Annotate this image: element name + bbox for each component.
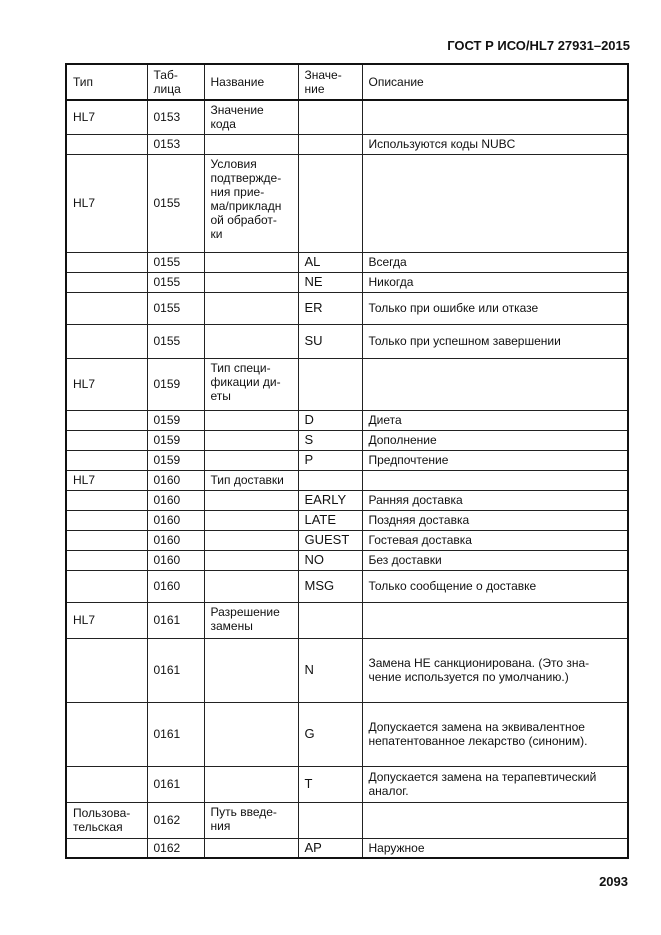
cell-value bbox=[298, 154, 362, 252]
cell-value: G bbox=[298, 702, 362, 766]
cell-table: 0153 bbox=[147, 100, 204, 134]
cell-description: Допускается замена на терапевтический аналог. bbox=[362, 766, 628, 802]
cell-name bbox=[204, 324, 298, 358]
cell-name: Условия подтвержде- ния прие- ма/прикладн ой обработ- ки bbox=[204, 154, 298, 252]
cell-value: T bbox=[298, 766, 362, 802]
cell-name bbox=[204, 272, 298, 292]
cell-name bbox=[204, 410, 298, 430]
cell-type bbox=[66, 134, 147, 154]
cell-value bbox=[298, 358, 362, 410]
cell-type: HL7 bbox=[66, 470, 147, 490]
cell-type bbox=[66, 530, 147, 550]
cell-name bbox=[204, 510, 298, 530]
cell-value bbox=[298, 602, 362, 638]
cell-description bbox=[362, 154, 628, 252]
cell-type: Пользова- тельская bbox=[66, 802, 147, 838]
document-header: ГОСТ Р ИСО/HL7 27931–2015 bbox=[447, 38, 630, 53]
table-row bbox=[66, 550, 628, 570]
cell-table: 0162 bbox=[147, 838, 204, 858]
cell-description: Только сообщение о доставке bbox=[362, 570, 628, 602]
cell-type bbox=[66, 490, 147, 510]
table-row bbox=[66, 530, 628, 550]
table-row bbox=[66, 470, 628, 490]
cell-table: 0162 bbox=[147, 802, 204, 838]
cell-type: HL7 bbox=[66, 100, 147, 134]
cell-table: 0155 bbox=[147, 292, 204, 324]
cell-description: Замена НЕ санкционирована. (Это зна- чение используется по умолчанию.) bbox=[362, 638, 628, 702]
table-row bbox=[66, 100, 628, 134]
cell-table: 0155 bbox=[147, 252, 204, 272]
cell-type bbox=[66, 510, 147, 530]
cell-table: 0155 bbox=[147, 154, 204, 252]
table-row bbox=[66, 272, 628, 292]
cell-table: 0159 bbox=[147, 358, 204, 410]
cell-type bbox=[66, 252, 147, 272]
cell-type bbox=[66, 292, 147, 324]
cell-description: Всегда bbox=[362, 252, 628, 272]
cell-name bbox=[204, 638, 298, 702]
cell-table: 0160 bbox=[147, 570, 204, 602]
cell-value: NE bbox=[298, 272, 362, 292]
cell-description: Никогда bbox=[362, 272, 628, 292]
cell-type bbox=[66, 550, 147, 570]
cell-table: 0159 bbox=[147, 410, 204, 430]
cell-value: AL bbox=[298, 252, 362, 272]
table-row bbox=[66, 324, 628, 358]
cell-name: Значение кода bbox=[204, 100, 298, 134]
cell-name: Тип доставки bbox=[204, 470, 298, 490]
cell-type bbox=[66, 570, 147, 602]
cell-type bbox=[66, 272, 147, 292]
cell-type: HL7 bbox=[66, 358, 147, 410]
cell-table: 0160 bbox=[147, 470, 204, 490]
cell-type bbox=[66, 838, 147, 858]
column-header-table: Таб- лица bbox=[147, 64, 204, 100]
cell-table: 0160 bbox=[147, 550, 204, 570]
table-row bbox=[66, 430, 628, 450]
cell-name bbox=[204, 134, 298, 154]
cell-table: 0159 bbox=[147, 450, 204, 470]
cell-name: Разрешение замены bbox=[204, 602, 298, 638]
cell-table: 0160 bbox=[147, 530, 204, 550]
page-number: 2093 bbox=[599, 874, 628, 889]
cell-description bbox=[362, 100, 628, 134]
cell-table: 0153 bbox=[147, 134, 204, 154]
cell-description: Гостевая доставка bbox=[362, 530, 628, 550]
cell-name bbox=[204, 490, 298, 510]
cell-value: P bbox=[298, 450, 362, 470]
cell-type bbox=[66, 324, 147, 358]
cell-value: ER bbox=[298, 292, 362, 324]
cell-value: D bbox=[298, 410, 362, 430]
cell-type: HL7 bbox=[66, 154, 147, 252]
cell-description: Дополнение bbox=[362, 430, 628, 450]
cell-value: AP bbox=[298, 838, 362, 858]
cell-table: 0160 bbox=[147, 510, 204, 530]
cell-type: HL7 bbox=[66, 602, 147, 638]
cell-description: Только при успешном завершении bbox=[362, 324, 628, 358]
table-row bbox=[66, 510, 628, 530]
cell-type bbox=[66, 430, 147, 450]
cell-name bbox=[204, 570, 298, 602]
cell-value: EARLY bbox=[298, 490, 362, 510]
cell-description: Только при ошибке или отказе bbox=[362, 292, 628, 324]
cell-name bbox=[204, 702, 298, 766]
cell-value: N bbox=[298, 638, 362, 702]
cell-name bbox=[204, 292, 298, 324]
cell-name bbox=[204, 766, 298, 802]
table-body bbox=[66, 100, 628, 858]
table-row bbox=[66, 766, 628, 802]
cell-description bbox=[362, 470, 628, 490]
cell-value: MSG bbox=[298, 570, 362, 602]
table-row bbox=[66, 450, 628, 470]
table-row bbox=[66, 702, 628, 766]
cell-type bbox=[66, 410, 147, 430]
table-row bbox=[66, 358, 628, 410]
cell-description: Поздняя доставка bbox=[362, 510, 628, 530]
column-header-name: Название bbox=[204, 64, 298, 100]
table-row bbox=[66, 802, 628, 838]
cell-table: 0155 bbox=[147, 324, 204, 358]
table-row bbox=[66, 410, 628, 430]
cell-description: Предпочтение bbox=[362, 450, 628, 470]
cell-table: 0160 bbox=[147, 490, 204, 510]
cell-name bbox=[204, 550, 298, 570]
cell-value: S bbox=[298, 430, 362, 450]
cell-table: 0159 bbox=[147, 430, 204, 450]
cell-description bbox=[362, 602, 628, 638]
cell-name: Тип специ- фикации ди- еты bbox=[204, 358, 298, 410]
cell-description: Диета bbox=[362, 410, 628, 430]
cell-description: Допускается замена на эквивалентное непатентованное лекарство (синоним). bbox=[362, 702, 628, 766]
cell-value bbox=[298, 470, 362, 490]
cell-name bbox=[204, 838, 298, 858]
cell-name bbox=[204, 430, 298, 450]
table-header-row bbox=[66, 64, 628, 100]
cell-value bbox=[298, 802, 362, 838]
cell-type bbox=[66, 766, 147, 802]
cell-value bbox=[298, 134, 362, 154]
table-row bbox=[66, 638, 628, 702]
cell-value: SU bbox=[298, 324, 362, 358]
cell-table: 0161 bbox=[147, 766, 204, 802]
cell-name bbox=[204, 530, 298, 550]
cell-type bbox=[66, 702, 147, 766]
cell-type bbox=[66, 450, 147, 470]
table-row bbox=[66, 154, 628, 252]
cell-table: 0161 bbox=[147, 602, 204, 638]
cell-description: Наружное bbox=[362, 838, 628, 858]
cell-value: NO bbox=[298, 550, 362, 570]
cell-value: GUEST bbox=[298, 530, 362, 550]
cell-description bbox=[362, 358, 628, 410]
table-row bbox=[66, 490, 628, 510]
cell-value bbox=[298, 100, 362, 134]
column-header-type: Тип bbox=[66, 64, 147, 100]
column-header-description: Описание bbox=[362, 64, 628, 100]
table-row bbox=[66, 134, 628, 154]
cell-description: Используются коды NUBC bbox=[362, 134, 628, 154]
cell-description bbox=[362, 802, 628, 838]
table-row bbox=[66, 602, 628, 638]
table-row bbox=[66, 570, 628, 602]
cell-table: 0161 bbox=[147, 638, 204, 702]
cell-name bbox=[204, 450, 298, 470]
table-row bbox=[66, 838, 628, 858]
cell-value: LATE bbox=[298, 510, 362, 530]
table-row bbox=[66, 292, 628, 324]
cell-type bbox=[66, 638, 147, 702]
cell-description: Без доставки bbox=[362, 550, 628, 570]
cell-name bbox=[204, 252, 298, 272]
cell-table: 0161 bbox=[147, 702, 204, 766]
cell-name: Путь введе- ния bbox=[204, 802, 298, 838]
table-row bbox=[66, 252, 628, 272]
column-header-value: Значе- ние bbox=[298, 64, 362, 100]
cell-description: Ранняя доставка bbox=[362, 490, 628, 510]
code-table bbox=[65, 63, 629, 859]
cell-table: 0155 bbox=[147, 272, 204, 292]
